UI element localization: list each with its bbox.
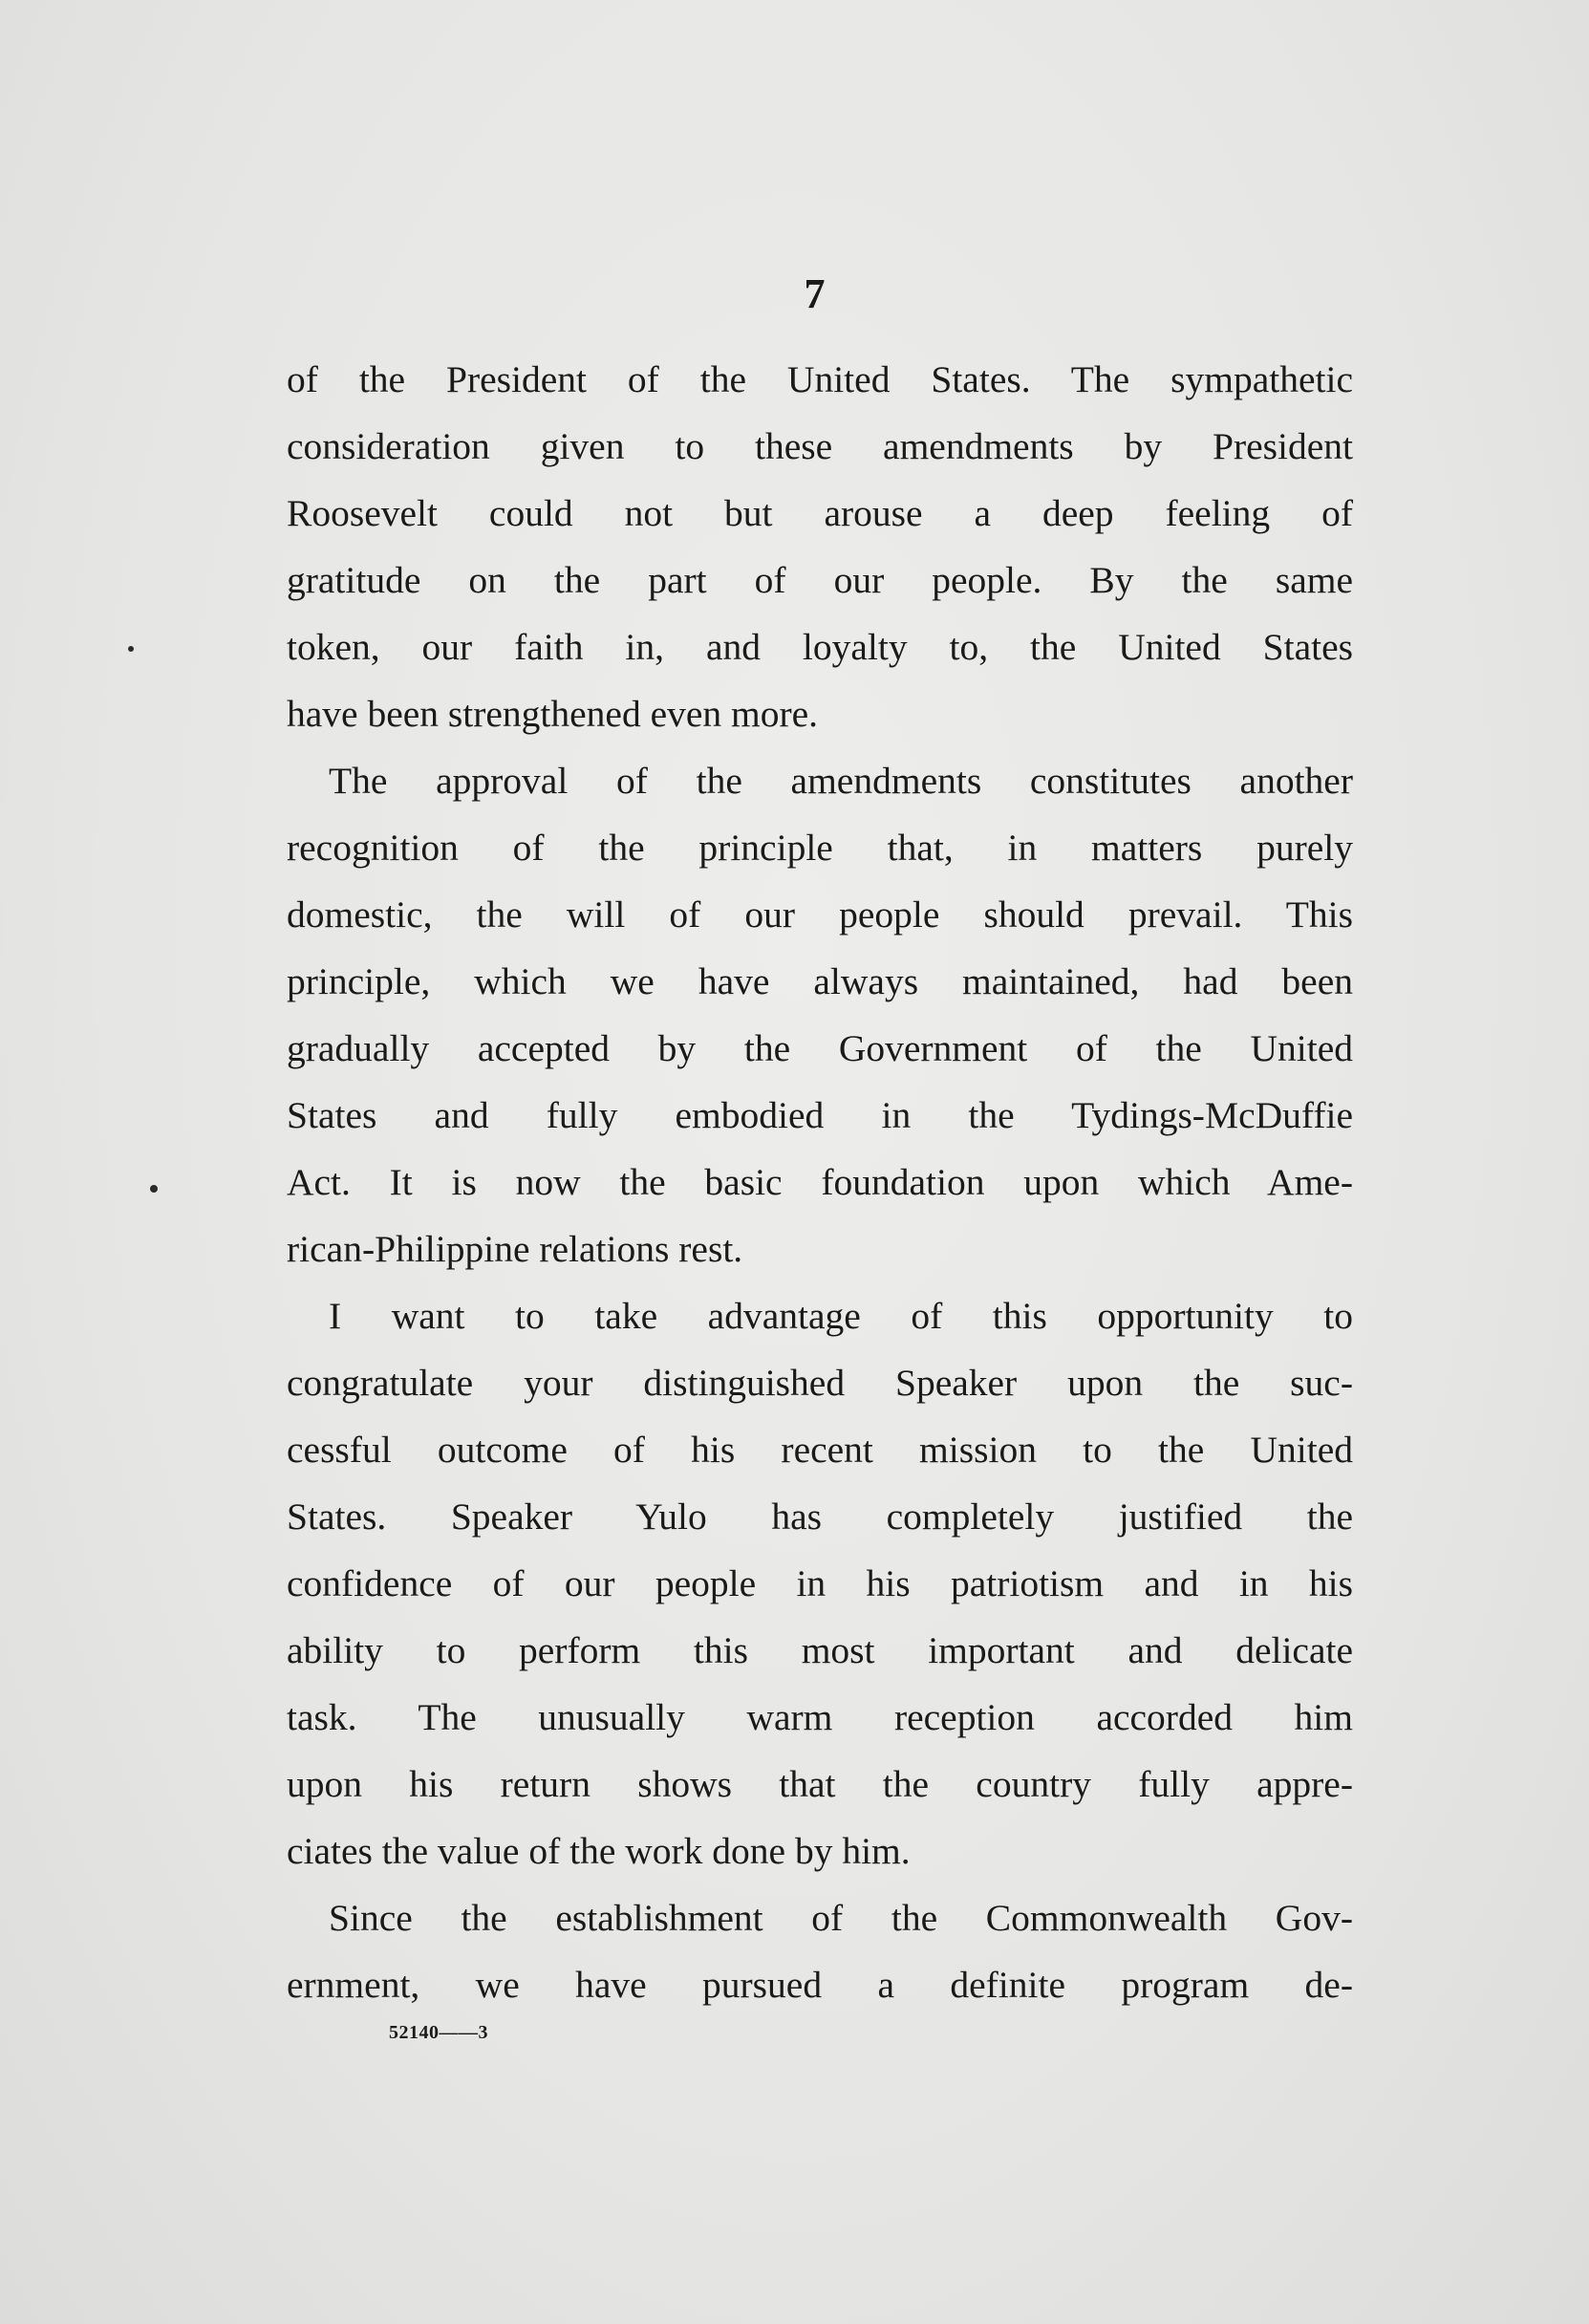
text-line: ernment, we have pursued a definite program de- [287, 1964, 1353, 2006]
printer-signature-mark: 52140——3 [389, 2022, 488, 2043]
text-line: I want to take advantage of this opportunity to [329, 1295, 1353, 1337]
text-line: gradually accepted by the Government of the United [287, 1027, 1353, 1069]
text-line: The approval of the amendments constitutes another [329, 760, 1353, 802]
text-line: cessful outcome of his recent mission to the United [287, 1429, 1353, 1471]
body-text [287, 346, 1353, 2018]
text-line: ability to perform this most important and delicate [287, 1629, 1353, 1671]
paragraph-1 [287, 346, 1353, 747]
text-line: upon his return shows that the country fully appre- [287, 1763, 1353, 1805]
text-line: Act. It is now the basic foundation upon which Ame- [287, 1161, 1353, 1203]
margin-speck [128, 646, 134, 652]
text-line: principle, which we have always maintained, had been [287, 960, 1353, 1002]
margin-speck [150, 1185, 158, 1193]
text-line: have been strengthened even more. [287, 693, 819, 735]
text-line: Since the establishment of the Commonwealth Gov- [329, 1897, 1353, 1939]
text-line: recognition of the principle that, in matters purely [287, 827, 1353, 869]
text-line: ciates the value of the work done by him. [287, 1830, 911, 1872]
paragraph-4 [287, 1884, 1353, 2018]
text-line: States. Speaker Yulo has completely justified the [287, 1496, 1353, 1538]
text-line: Roosevelt could not but arouse a deep feeling of [287, 492, 1353, 534]
text-line: task. The unusually warm reception accorded him [287, 1696, 1353, 1738]
text-line: domestic, the will of our people should prevail. This [287, 893, 1353, 936]
text-line: congratulate your distinguished Speaker upon the suc- [287, 1362, 1353, 1404]
text-line: confidence of our people in his patriotism and in his [287, 1562, 1353, 1604]
text-line: rican-Philippine relations rest. [287, 1228, 743, 1270]
text-line: token, our faith in, and loyalty to, the United States [287, 626, 1353, 668]
text-line: States and fully embodied in the Tydings-McDuffie [287, 1094, 1353, 1136]
text-line: consideration given to these amendments by President [287, 425, 1353, 467]
paragraph-2 [287, 747, 1353, 1282]
text-line: of the President of the United States. The sympathetic [287, 358, 1353, 400]
page-number: 7 [804, 270, 826, 317]
text-line: gratitude on the part of our people. By the same [287, 559, 1353, 601]
paragraph-3 [287, 1282, 1353, 1884]
